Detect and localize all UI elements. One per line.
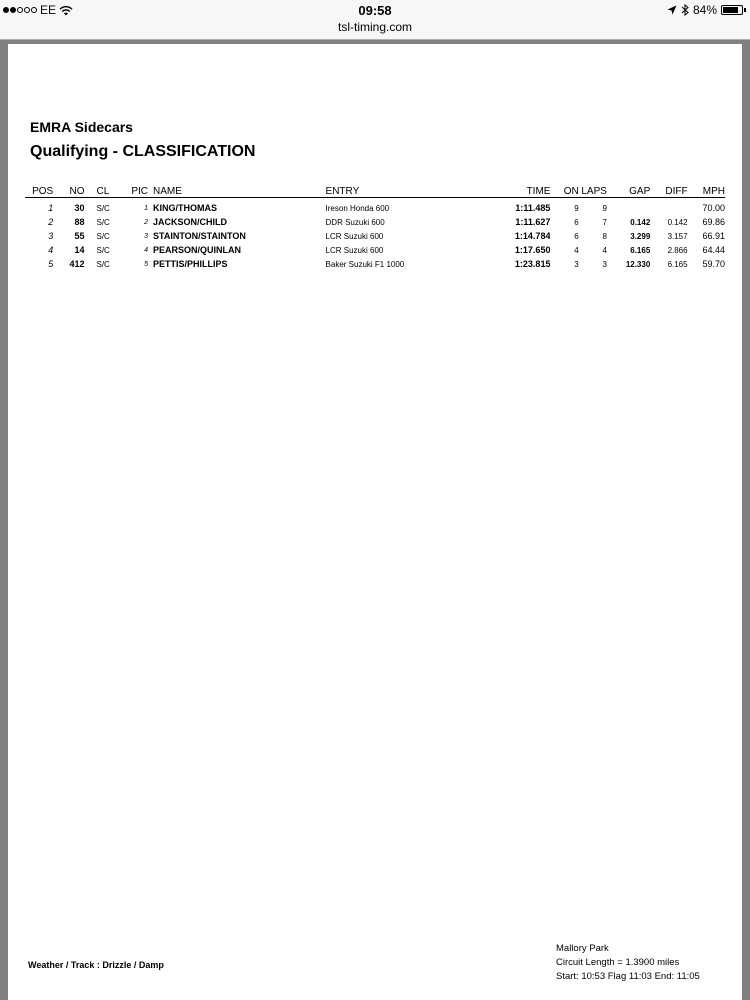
col-name: NAME [148, 183, 326, 198]
cell-pic: 2 [144, 218, 149, 226]
cell-cl: S/C [96, 217, 110, 227]
cell-pos: 1 [48, 203, 54, 213]
cell-mph: 66.91 [702, 231, 725, 241]
cell-time: 1:14.784 [514, 231, 551, 241]
cell-pos: 2 [48, 217, 54, 227]
circuit-length: Circuit Length = 1.3900 miles [556, 957, 680, 968]
table-row [25, 257, 725, 271]
cell-time: 1:17.650 [514, 245, 551, 255]
table-row [25, 243, 725, 257]
status-right [667, 3, 746, 17]
cell-time: 1:11.485 [515, 203, 551, 213]
url-text[interactable]: tsl-timing.com [337, 20, 412, 34]
col-diff: DIFF [650, 183, 687, 198]
cell-name: PETTIS/PHILLIPS [153, 259, 228, 269]
clock: 09:58 [358, 3, 392, 18]
location-arrow-icon [667, 5, 677, 15]
cell-laps: 9 [602, 203, 607, 213]
cell-pos: 4 [48, 245, 54, 255]
cell-name: KING/THOMAS [153, 203, 218, 213]
cell-cl: S/C [96, 259, 110, 269]
status-bar [0, 0, 750, 20]
col-no: NO [53, 183, 84, 198]
cell-entry: LCR Suzuki 600 [325, 245, 384, 255]
cell-gap: 6.165 [630, 245, 651, 255]
event-title: EMRA Sidecars [30, 119, 133, 135]
cell-entry: Ireson Honda 600 [325, 203, 390, 213]
cell-entry: LCR Suzuki 600 [325, 231, 384, 241]
cell-no: 30 [74, 203, 85, 213]
cell-diff [650, 198, 687, 216]
cell-no: 412 [69, 259, 85, 269]
carrier-name: EE [40, 3, 57, 17]
cell-cl: S/C [96, 231, 110, 241]
cell-time: 1:23.815 [514, 259, 551, 269]
cell-mph: 70.00 [702, 203, 725, 213]
cell-name: PEARSON/QUINLAN [153, 245, 242, 255]
cell-cl: S/C [96, 203, 110, 213]
cell-gap: 12.330 [625, 259, 651, 269]
cell-laps: 8 [602, 231, 607, 241]
cell-laps: 3 [602, 259, 607, 269]
cell-pic: 3 [144, 232, 149, 240]
address-bar[interactable] [0, 20, 750, 40]
cell-no: 14 [74, 245, 85, 255]
results-document [8, 44, 742, 1000]
cell-gap [607, 198, 650, 216]
battery-percent: 84% [692, 3, 717, 17]
col-pos: POS [25, 183, 53, 198]
cell-name: JACKSON/CHILD [153, 217, 228, 227]
col-entry: ENTRY [326, 183, 492, 198]
battery-icon [721, 5, 746, 15]
col-cl: CL [85, 183, 130, 198]
circuit-name: Mallory Park [556, 943, 609, 954]
cell-diff: 3.157 [667, 231, 688, 241]
cell-name: STAINTON/STAINTON [153, 231, 246, 241]
cell-laps: 7 [602, 217, 607, 227]
cell-on: 4 [574, 245, 579, 255]
col-pic: PIC [130, 183, 148, 198]
table-header-row [25, 183, 725, 198]
cell-diff: 0.142 [667, 217, 688, 227]
table-row [25, 198, 725, 216]
col-laps: LAPS [579, 183, 607, 198]
cell-on: 3 [574, 259, 579, 269]
classification-table [25, 183, 725, 271]
col-time: TIME [492, 183, 551, 198]
cell-on: 6 [574, 231, 579, 241]
col-on: ON [550, 183, 578, 198]
session-title: Qualifying - CLASSIFICATION [30, 143, 256, 160]
cell-pic: 5 [144, 260, 149, 268]
circuit-info [556, 942, 700, 984]
cell-diff: 2.866 [667, 245, 688, 255]
cell-mph: 59.70 [702, 259, 725, 269]
cell-pos: 3 [48, 231, 54, 241]
cell-time: 1:11.627 [515, 217, 551, 227]
cell-mph: 69.86 [702, 217, 725, 227]
col-mph: MPH [688, 183, 725, 198]
cell-on: 6 [574, 217, 579, 227]
cell-on: 9 [574, 203, 579, 213]
cell-no: 55 [74, 231, 85, 241]
table-row [25, 215, 725, 229]
cell-mph: 64.44 [702, 245, 725, 255]
cell-gap: 0.142 [630, 217, 651, 227]
cell-pos: 5 [48, 259, 54, 269]
cell-gap: 3.299 [630, 231, 651, 241]
cell-entry: Baker Suzuki F1 1000 [325, 259, 405, 269]
cell-pic: 4 [144, 246, 149, 254]
cell-cl: S/C [96, 245, 110, 255]
cell-no: 88 [74, 217, 85, 227]
bluetooth-icon [681, 4, 689, 16]
cell-laps: 4 [602, 245, 607, 255]
weather-track-conditions: Weather / Track : Drizzle / Damp [28, 960, 164, 970]
cell-entry: DDR Suzuki 600 [325, 217, 385, 227]
session-times: Start: 10:53 Flag 11:03 End: 11:05 [556, 971, 700, 982]
table-row [25, 229, 725, 243]
col-gap: GAP [607, 183, 650, 198]
cell-pic: 1 [144, 204, 149, 212]
cell-diff: 6.165 [667, 259, 688, 269]
